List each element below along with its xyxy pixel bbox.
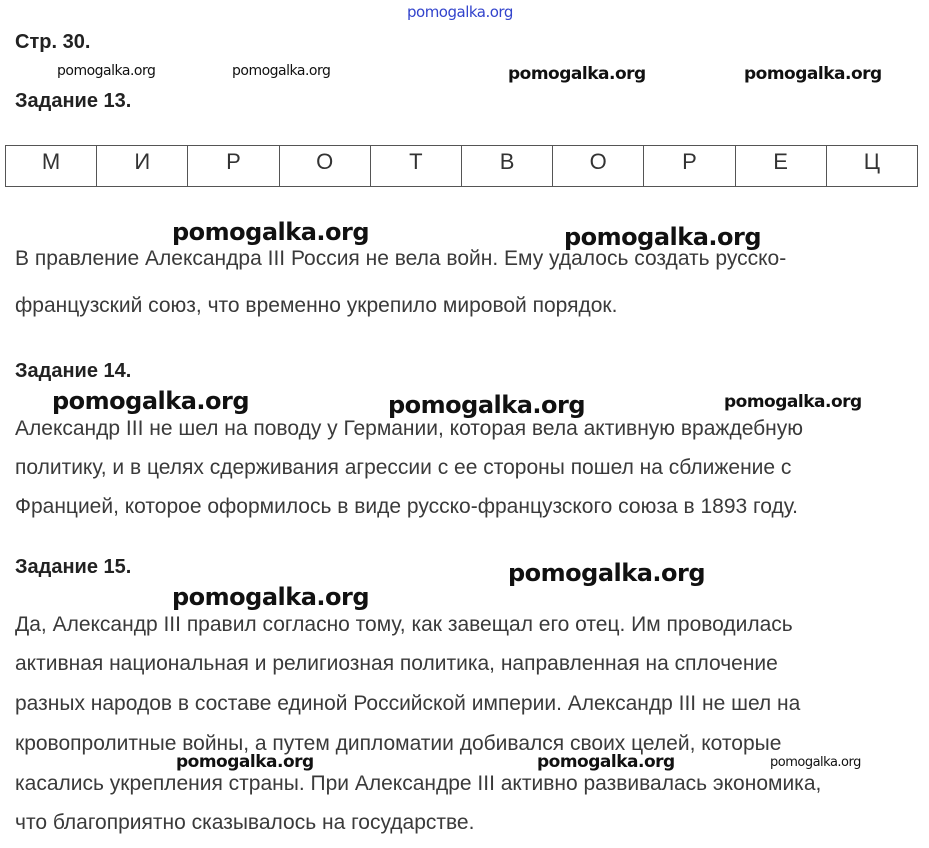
letter-cell: В [461, 146, 552, 187]
watermark: pomogalka.org [172, 583, 370, 611]
watermark: pomogalka.org [508, 64, 646, 84]
page-label: Стр. 30. [15, 31, 91, 53]
letter-cell: И [97, 146, 188, 187]
watermark: pomogalka.org [388, 391, 586, 419]
text-line: Да, Александр III правил согласно тому, как завещал его отец. Им проводилась [15, 613, 793, 636]
watermark: pomogalka.org [52, 387, 250, 415]
text-line: В правление Александра III Россия не вела войн. Ему удалось создать русско- [15, 247, 787, 270]
watermark: pomogalka.org [57, 63, 156, 79]
text-line: Александр III не шел на поводу у Германии, которая вела активную враждебную [15, 417, 804, 440]
text-line: разных народов в составе единой Российской империи. Александр III не шел на [15, 692, 801, 715]
watermark: pomogalka.org [564, 223, 762, 251]
watermark: pomogalka.org [407, 3, 513, 21]
letter-cell: Т [370, 146, 461, 187]
text-line: кровопролитные войны, а путем дипломатии добивался своих целей, которые [15, 732, 782, 755]
text-line: касались укрепления страны. При Александре III активно развивалась экономика, [15, 772, 822, 795]
text-line: Францией, которое оформилось в виде русско-французского союза в 1893 году. [15, 495, 798, 518]
task-14-heading: Задание 14. [15, 360, 132, 382]
watermark: pomogalka.org [172, 218, 370, 246]
watermark: pomogalka.org [176, 752, 314, 772]
watermark: pomogalka.org [770, 755, 861, 770]
task-15-heading: Задание 15. [15, 556, 132, 578]
letter-cell: Р [188, 146, 279, 187]
text-line: французский союз, что временно укрепило мировой порядок. [15, 294, 618, 317]
watermark: pomogalka.org [744, 64, 882, 84]
task-13-heading: Задание 13. [15, 90, 132, 112]
watermark: pomogalka.org [232, 63, 331, 79]
letter-cell: Ц [826, 146, 917, 187]
letter-cell: Е [735, 146, 826, 187]
letter-cell: Р [644, 146, 735, 187]
text-line: активная национальная и религиозная политика, направленная на сплочение [15, 652, 778, 675]
letter-cell: О [279, 146, 370, 187]
letter-cell: О [553, 146, 644, 187]
text-line: что благоприятно сказывалось на государстве. [15, 811, 475, 834]
watermark: pomogalka.org [724, 392, 862, 412]
answer-table [5, 145, 918, 187]
text-line: политику, и в целях сдерживания агрессии с ее стороны пошел на сближение с [15, 456, 792, 479]
watermark: pomogalka.org [508, 559, 706, 587]
watermark: pomogalka.org [537, 752, 675, 772]
letter-cell: М [6, 146, 97, 187]
